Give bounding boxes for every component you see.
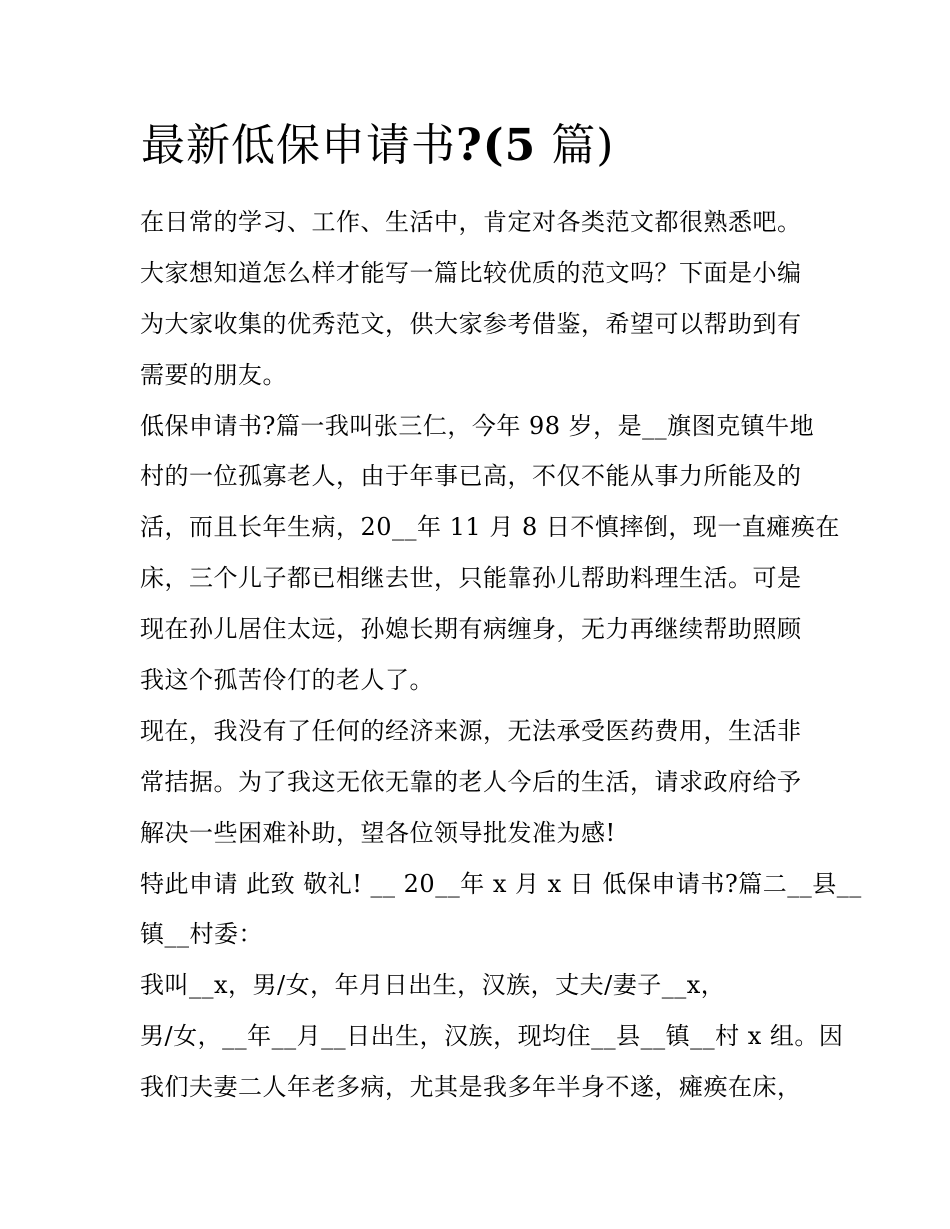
text-line: 现在，我没有了任何的经济来源，无法承受医药费用，生活非 — [140, 716, 802, 745]
text-line: 我们夫妻二人年老多病，尤其是我多年半身不遂，瘫痪在床， — [140, 1073, 802, 1102]
text-line: 在日常的学习、工作、生活中，肯定对各类范文都很熟悉吧。 — [140, 208, 802, 236]
text-line: 特此申请 此致 敬礼! __ 20__年 x 月 x 日 低保申请书?篇二__县__ — [140, 869, 862, 898]
text-line: 镇__村委： — [140, 920, 263, 949]
title-suffix: ?(5 — [456, 120, 537, 171]
title-tail: 篇) — [536, 120, 615, 171]
text-line: 需要的朋友。 — [140, 360, 287, 389]
text-line: 我这个孤苦伶仃的老人了。 — [140, 666, 434, 695]
text-line: 活，而且长年生病，20__年 11 月 8 日不慎摔倒，现一直瘫痪在 — [140, 513, 840, 542]
text-line: 为大家收集的优秀范文，供大家参考借鉴，希望可以帮助到有 — [140, 309, 802, 338]
text-line: 我叫__x，男/女，年月日出生，汉族，丈夫/妻子__x， — [140, 971, 726, 1000]
text-line: 解决一些困难补助，望各位领导批发准为感! — [140, 818, 616, 847]
text-line: 大家想知道怎么样才能写一篇比较优质的范文吗？下面是小编 — [140, 258, 802, 287]
text-line: 现在孙儿居住太远，孙媳长期有病缠身，无力再继续帮助照顾 — [140, 615, 802, 644]
text-line: 床，三个儿子都已相继去世，只能靠孙儿帮助料理生活。可是 — [140, 564, 802, 593]
text-line: 常拮据。为了我这无依无靠的老人今后的生活，请求政府给予 — [140, 767, 802, 796]
text-line: 低保申请书?篇一我叫张三仁，今年 98 岁，是__旗图克镇牛地 — [140, 411, 815, 440]
text-line: 村的一位孤寡老人，由于年事已高，不仅不能从事力所能及的 — [140, 462, 802, 491]
text-line: 男/女，__年__月__日出生，汉族，现均住__县__镇__村 x 组。因 — [140, 1022, 844, 1051]
document-body — [140, 197, 862, 1113]
document-title — [141, 116, 841, 176]
title-main: 最新低保申请书 — [141, 120, 456, 171]
